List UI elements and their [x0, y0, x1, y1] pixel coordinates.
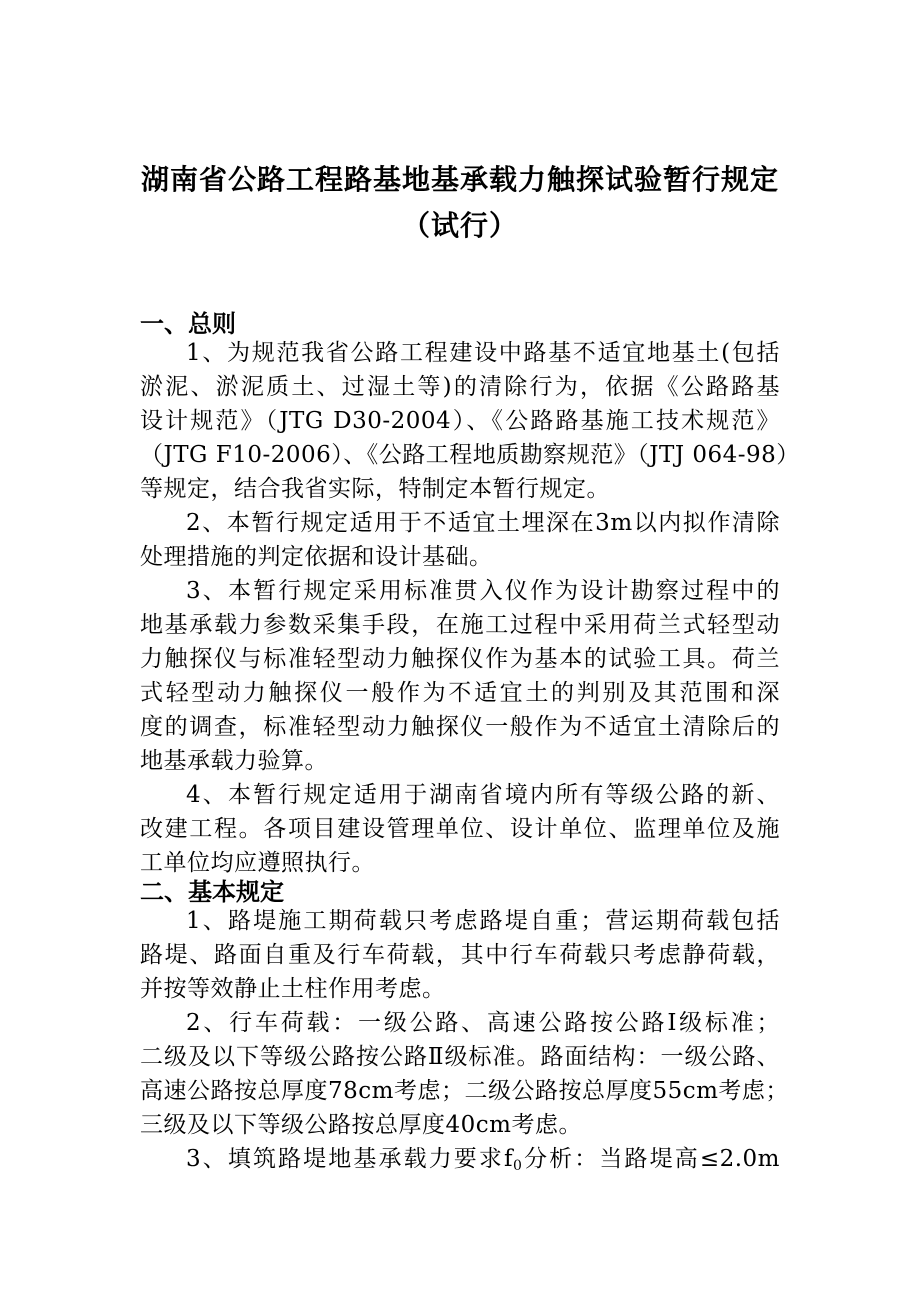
paragraph-line: 1、为规范我省公路工程建设中路基不适宜地基土(包括 — [186, 340, 780, 366]
document-subtitle: （试行） — [401, 209, 518, 242]
line-text: 分析：当路堤高≤2.0m — [522, 1146, 780, 1172]
paragraph-line: 度的调查，标准轻型动力触探仪一般作为不适宜土清除后的 — [140, 714, 780, 740]
paragraph-line: 地基承载力参数采集手段，在施工过程中采用荷兰式轻型动 — [140, 612, 780, 638]
paragraph-line: 4、本暂行规定适用于湖南省境内所有等级公路的新、 — [186, 782, 780, 808]
line-text: 3、填筑路堤地基承载力要求f — [186, 1146, 514, 1172]
paragraph-line: 二级及以下等级公路按公路Ⅱ级标准。路面结构：一级公路、 — [140, 1044, 780, 1070]
paragraph-line: 工单位均应遵照执行。 — [140, 850, 375, 876]
subscript-zero: 0 — [513, 1158, 523, 1174]
paragraph-line: 地基承载力验算。 — [140, 748, 328, 774]
paragraph-line: 并按等效静止土柱作用考虑。 — [140, 976, 446, 1002]
paragraph-line-with-subscript — [186, 1144, 780, 1176]
paragraph-line: （JTG F10-2006）、《公路工程地质勘察规范》（JTJ 064-98） — [140, 442, 800, 468]
paragraph-line: 设计规范》（JTG D30-2004）、《公路路基施工技术规范》 — [140, 408, 780, 434]
paragraph-line: 式轻型动力触探仪一般作为不适宜土的判别及其范围和深 — [140, 680, 780, 706]
paragraph-line: 力触探仪与标准轻型动力触探仪作为基本的试验工具。荷兰 — [140, 646, 780, 672]
section-heading-general: 一、总则 — [140, 310, 236, 338]
paragraph-line: 2、本暂行规定适用于不适宜土埋深在3m以内拟作清除 — [186, 510, 780, 536]
paragraph-line: 2、行车荷载：一级公路、高速公路按公路Ⅰ级标准； — [186, 1010, 780, 1036]
paragraph-line: 路堤、路面自重及行车荷载，其中行车荷载只考虑静荷载， — [140, 942, 780, 968]
paragraph-line: 1、路堤施工期荷载只考虑路堤自重；营运期荷载包括 — [186, 908, 780, 934]
paragraph-line: 改建工程。各项目建设管理单位、设计单位、监理单位及施 — [140, 816, 780, 842]
paragraph-line: 淤泥、淤泥质土、过湿土等)的清除行为，依据《公路路基 — [140, 374, 780, 400]
paragraph-line: 处理措施的判定依据和设计基础。 — [140, 544, 493, 570]
section-heading-basic-rules: 二、基本规定 — [140, 878, 284, 906]
document-title: 湖南省公路工程路基地基承载力触探试验暂行规定 — [140, 163, 779, 196]
paragraph-line: 等规定，结合我省实际，特制定本暂行规定。 — [140, 476, 610, 502]
paragraph-line: 三级及以下等级公路按总厚度40cm考虑。 — [140, 1112, 582, 1138]
paragraph-line: 高速公路按总厚度78cm考虑；二级公路按总厚度55cm考虑； — [140, 1078, 789, 1104]
paragraph-line: 3、本暂行规定采用标准贯入仪作为设计勘察过程中的 — [186, 578, 780, 604]
